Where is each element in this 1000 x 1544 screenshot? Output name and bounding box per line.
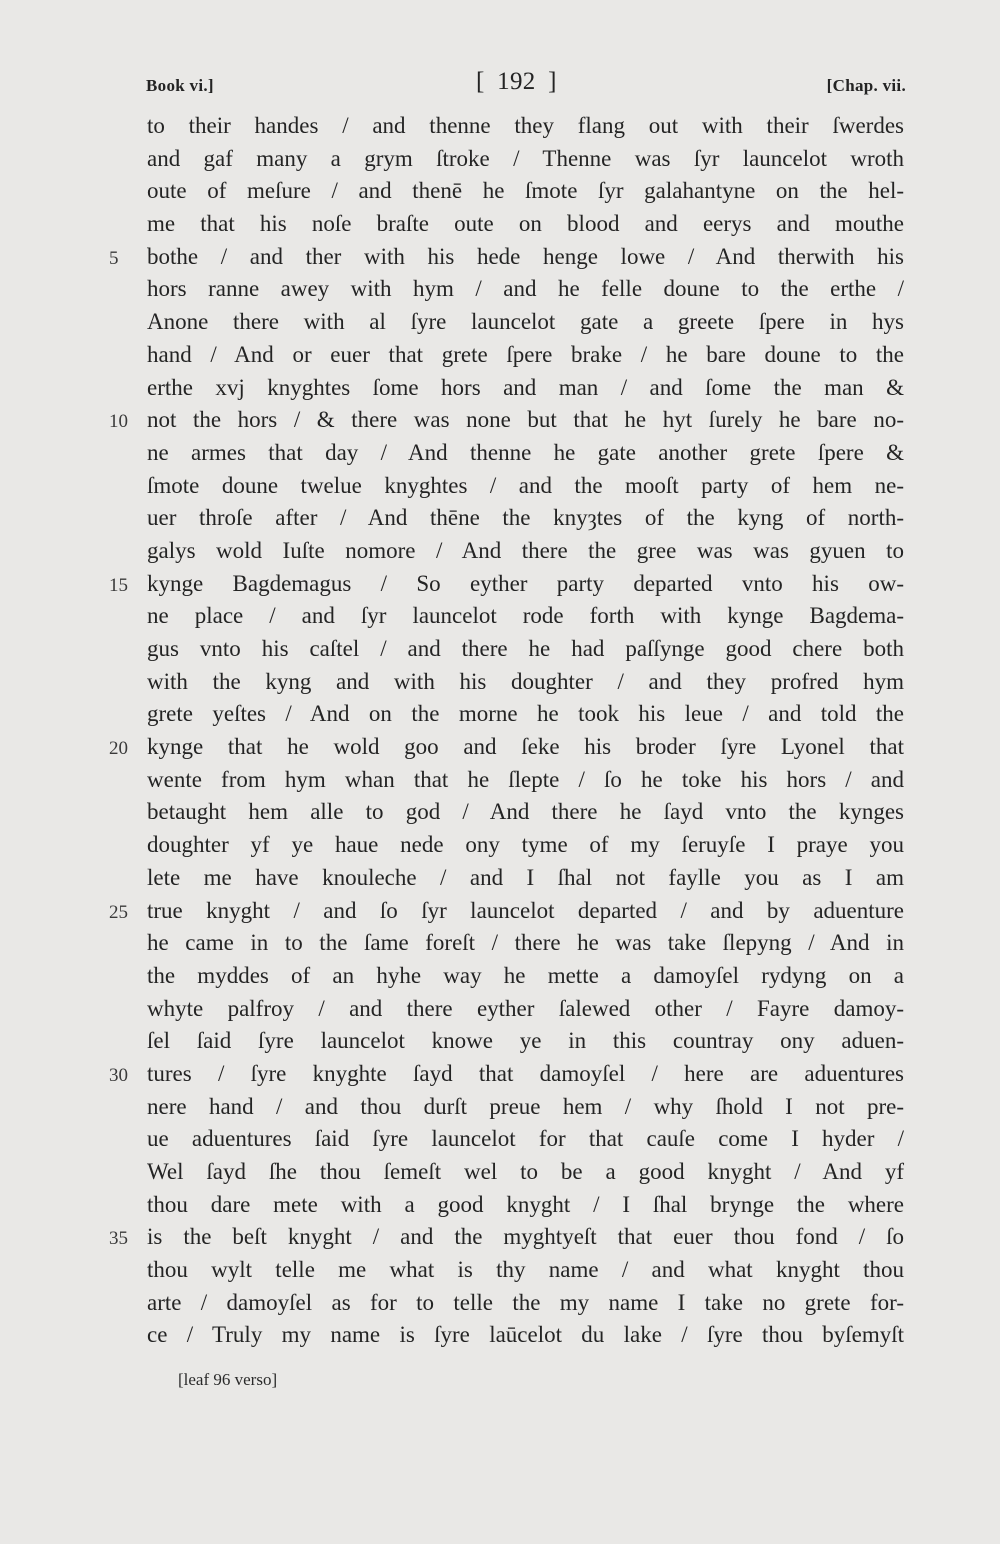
text-line xyxy=(147,273,904,306)
text-line xyxy=(109,1058,904,1091)
line-text: betaught hem alle to god / And there he ſayd vnto the kynges xyxy=(147,799,904,825)
line-text: ſmote doune twelue knyghtes / and the mooſt party of hem ne- xyxy=(147,472,904,498)
line-text: tures / ſyre knyghte ſayd that damoyſel / here are aduentures xyxy=(147,1060,904,1086)
line-text: lete me have knouleche / and I ſhal not faylle you as I am xyxy=(147,864,904,890)
text-line xyxy=(109,1221,904,1254)
line-number: 35 xyxy=(109,1228,128,1250)
body-text xyxy=(109,110,904,1352)
text-line xyxy=(147,764,904,797)
leaf-note: [leaf 96 verso] xyxy=(178,1370,278,1389)
line-text: hand / And or euer that grete ſpere brake / he bare doune to the xyxy=(147,341,904,367)
line-text: the myddes of an hyhe way he mette a damoyſel rydyng on a xyxy=(147,962,904,988)
text-line xyxy=(109,568,904,601)
text-line xyxy=(147,502,904,535)
text-line xyxy=(147,796,904,829)
text-line xyxy=(147,862,904,895)
line-number: 15 xyxy=(109,574,128,596)
line-text: bothe / and ther with his hede henge lowe / And therwith his xyxy=(147,243,904,269)
text-line xyxy=(147,208,904,241)
text-line xyxy=(147,1319,904,1352)
text-line xyxy=(147,1025,904,1058)
line-text: oute of meſure / and thenē he ſmote ſyr galahantyne on the hel- xyxy=(147,178,904,204)
line-text: grete yeſtes / And on the morne he took his leue / and told the xyxy=(147,701,904,727)
line-number: 20 xyxy=(109,738,128,760)
line-text: doughter yf ye haue nede ony tyme of my ſeruyſe I praye you xyxy=(147,832,904,858)
text-line xyxy=(109,241,904,274)
line-number: 10 xyxy=(109,411,128,433)
line-text: thou wylt telle me what is thy name / and what knyght thou xyxy=(147,1257,904,1283)
line-text: ce / Truly my name is ſyre laūcelot du lake / ſyre thou byſemyſt xyxy=(147,1322,904,1348)
text-line xyxy=(147,470,904,503)
page-number: [ 192 ] xyxy=(476,68,557,95)
line-text: ſel ſaid ſyre launcelot knowe ye in this countray ony aduen- xyxy=(147,1028,904,1054)
text-line xyxy=(147,960,904,993)
line-text: kynge that he wold goo and ſeke his broder ſyre Lyonel that xyxy=(147,734,904,760)
text-line xyxy=(147,993,904,1026)
text-line xyxy=(147,1156,904,1189)
text-line xyxy=(147,339,904,372)
text-line xyxy=(147,372,904,405)
text-line xyxy=(147,1254,904,1287)
text-line xyxy=(147,829,904,862)
line-text: wente from hym whan that he ſlepte / ſo he toke his hors / and xyxy=(147,766,904,792)
text-line xyxy=(147,666,904,699)
text-line xyxy=(147,1189,904,1222)
line-text: arte / damoyſel as for to telle the my name I take no grete for- xyxy=(147,1289,904,1315)
text-line xyxy=(109,404,904,437)
text-line xyxy=(147,1091,904,1124)
text-line xyxy=(147,698,904,731)
line-text: erthe xvj knyghtes ſome hors and man / and ſome the man & xyxy=(147,374,904,400)
line-text: true knyght / and ſo ſyr launcelot departed / and by aduenture xyxy=(147,897,904,923)
line-text: me that his noſe braſte oute on blood and eerys and mouthe xyxy=(147,211,904,237)
text-line xyxy=(147,306,904,339)
text-line xyxy=(109,731,904,764)
chapter-label: [Chap. vii. xyxy=(826,76,906,95)
text-line xyxy=(147,633,904,666)
running-head xyxy=(146,70,906,100)
line-text: ue aduentures ſaid ſyre launcelot for that cauſe come I hyder / xyxy=(147,1126,904,1152)
text-line xyxy=(147,600,904,633)
line-text: to their handes / and thenne they flang out with their ſwerdes xyxy=(147,113,904,138)
line-text: galys wold Iuſte nomore / And there the gree was was gyuen to xyxy=(147,537,904,563)
line-text: he came in to the ſame foreſt / there he was take ſlepyng / And in xyxy=(147,930,904,956)
text-line xyxy=(147,437,904,470)
line-text: nere hand / and thou durſt preue hem / why ſhold I not pre- xyxy=(147,1093,904,1119)
text-line xyxy=(147,1287,904,1320)
line-number: 25 xyxy=(109,901,128,923)
line-text: with the kyng and with his doughter / and they profred hym xyxy=(147,668,904,694)
text-line xyxy=(147,927,904,960)
line-text: thou dare mete with a good knyght / I ſhal brynge the where xyxy=(147,1191,904,1217)
line-text: and gaf many a grym ſtroke / Thenne was ſyr launcelot wroth xyxy=(147,145,904,171)
line-text: Wel ſayd ſhe thou ſemeſt wel to be a good knyght / And yf xyxy=(147,1159,904,1184)
line-number: 5 xyxy=(109,247,119,269)
line-text: hors ranne awey with hym / and he felle doune to the erthe / xyxy=(147,276,904,302)
line-text: ne armes that day / And thenne he gate another grete ſpere & xyxy=(147,439,904,465)
line-text: gus vnto his caſtel / and there he had paſſynge good chere both xyxy=(147,636,904,661)
line-text: Anone there with al ſyre launcelot gate a greete ſpere in hys xyxy=(147,309,904,335)
line-text: not the hors / & there was none but that he hyt ſurely he bare no- xyxy=(147,407,904,433)
line-text: whyte palfroy / and there eyther ſalewed other / Fayre damoy- xyxy=(147,995,904,1021)
line-text: kynge Bagdemagus / So eyther party departed vnto his ow- xyxy=(147,570,904,596)
text-line xyxy=(147,535,904,568)
text-line xyxy=(147,110,904,143)
book-label: Book vi.] xyxy=(146,76,214,95)
text-line xyxy=(147,143,904,176)
text-line xyxy=(147,175,904,208)
text-line xyxy=(109,895,904,928)
line-text: is the beſt knyght / and the myghtyeſt that euer thou fond / ſo xyxy=(147,1224,904,1250)
line-number: 30 xyxy=(109,1064,128,1086)
text-line xyxy=(147,1123,904,1156)
line-text: uer throſe after / And thēne the knyȝtes of the kyng of north- xyxy=(147,505,904,531)
line-text: ne place / and ſyr launcelot rode forth with kynge Bagdema- xyxy=(147,603,904,629)
